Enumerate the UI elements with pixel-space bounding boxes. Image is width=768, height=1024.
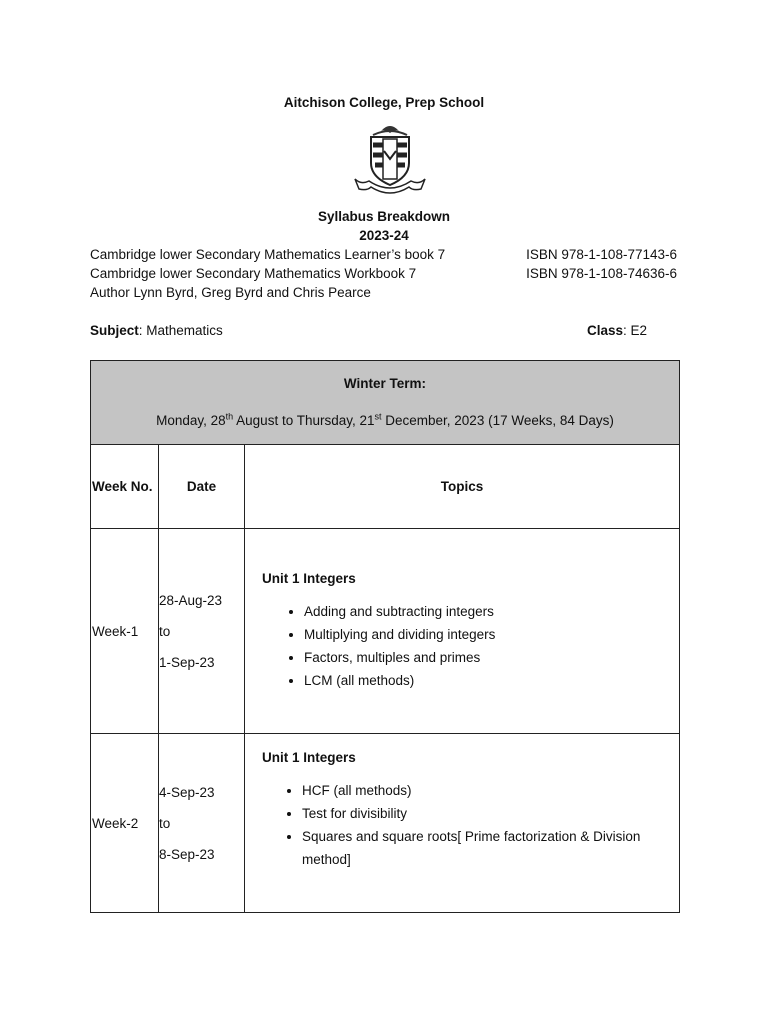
list-item: • Squares and square roots[ Prime factorization & Division method] — [302, 825, 642, 871]
column-header-week: Week No. — [91, 445, 159, 529]
book-line — [90, 266, 680, 286]
list-item: • Test for divisibility — [302, 802, 642, 825]
list-item: • LCM (all methods) — [304, 669, 679, 692]
academic-session: 2023-24 — [359, 228, 409, 243]
class-label: Class — [587, 323, 624, 338]
syllabus-table — [90, 360, 680, 913]
term-title: Winter Term: — [343, 376, 427, 391]
book-isbn: ISBN 978-1-108-74636-6 — [526, 266, 677, 281]
topic-list — [262, 779, 642, 871]
week-cell: Week-1 — [91, 529, 159, 734]
authors-line: Author Lynn Byrd, Greg Byrd and Chris Pearce — [90, 285, 371, 300]
list-item: • Adding and subtracting integers — [304, 600, 679, 623]
date-cell: 4-Sep-23 to 8-Sep-23 — [159, 734, 245, 913]
week-cell: Week-2 — [91, 734, 159, 913]
document-heading: Syllabus Breakdown — [317, 209, 451, 224]
class-value: : E2 — [623, 323, 648, 338]
table-row — [91, 734, 680, 913]
table-row — [91, 529, 680, 734]
book-line — [90, 247, 680, 267]
topics-cell — [245, 529, 680, 734]
date-cell: 28-Aug-23 to 1-Sep-23 — [159, 529, 245, 734]
column-header-topics: Topics — [245, 445, 680, 529]
list-item: • HCF (all methods) — [302, 779, 642, 802]
school-name: Aitchison College, Prep School — [283, 95, 485, 110]
subject-label: Subject — [90, 323, 139, 338]
column-header-date: Date — [159, 445, 245, 529]
book-isbn: ISBN 978-1-108-77143-6 — [526, 247, 677, 262]
class-line — [587, 323, 647, 338]
subject-line — [90, 323, 223, 338]
term-header — [91, 361, 680, 445]
unit-title: Unit 1 Integers — [262, 750, 356, 765]
table-header-row — [91, 445, 680, 529]
term-dates: Monday, 28th August to Thursday, 21st December, 2023 (17 Weeks, 84 Days) — [156, 411, 614, 428]
book-title: Cambridge lower Secondary Mathematics Workbook 7 — [90, 266, 417, 281]
topics-cell — [245, 734, 680, 913]
book-title: Cambridge lower Secondary Mathematics Learner’s book 7 — [90, 247, 446, 262]
subject-value: : Mathematics — [138, 323, 223, 338]
school-crest-icon — [351, 121, 429, 197]
list-item: • Factors, multiples and primes — [304, 646, 679, 669]
topic-list — [262, 600, 679, 692]
unit-title: Unit 1 Integers — [262, 570, 356, 586]
list-item: • Multiplying and dividing integers — [304, 623, 679, 646]
